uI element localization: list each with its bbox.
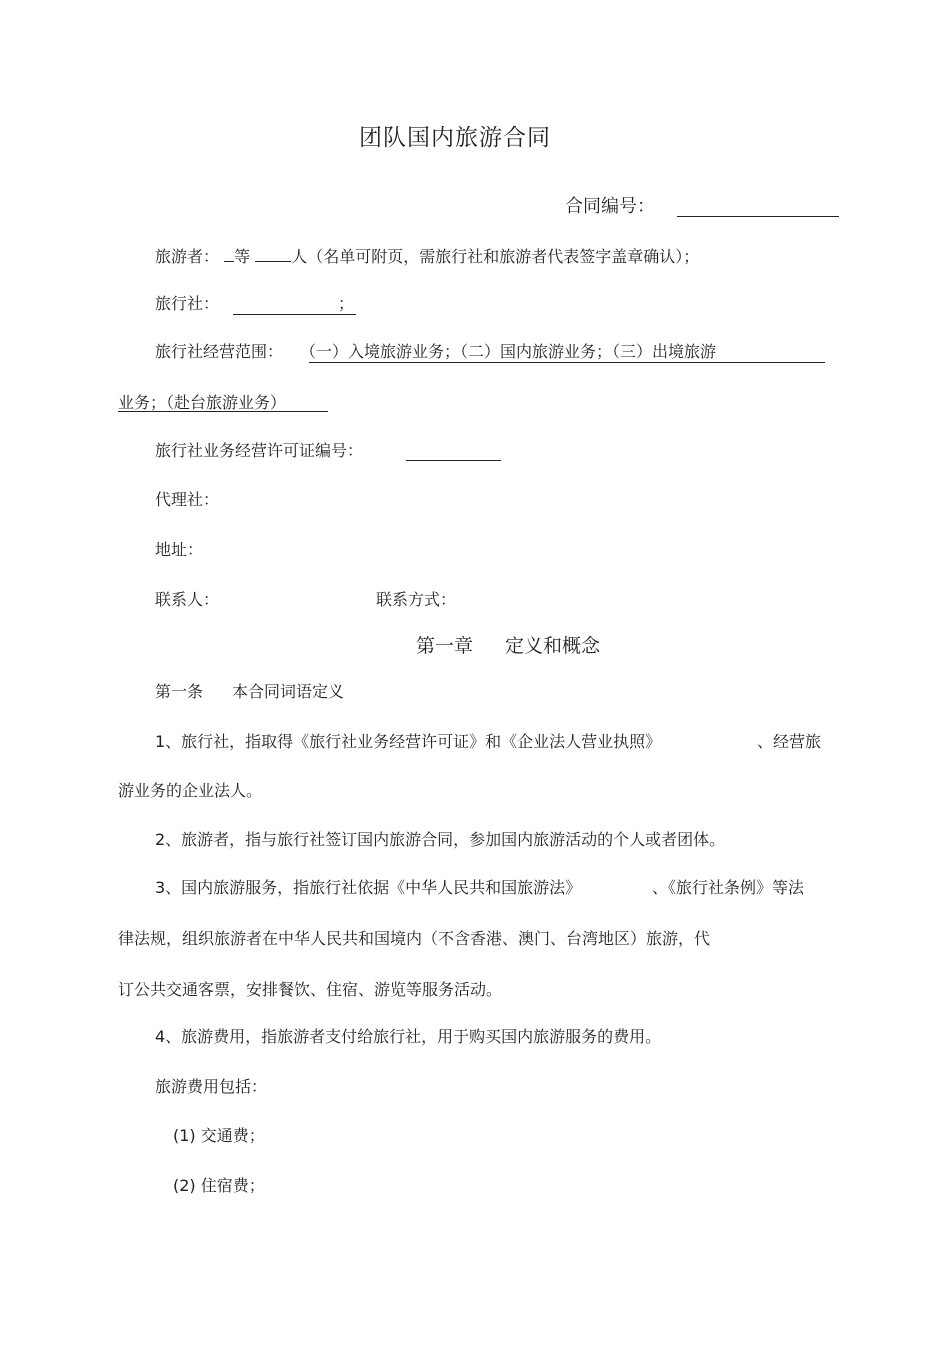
fee-item: (1) 交通费； — [173, 1126, 265, 1145]
agency-blank[interactable] — [233, 314, 356, 315]
traveler-line — [155, 245, 699, 267]
scope-line2: 业务；（赴台旅游业务） — [118, 393, 287, 412]
chapter-number: 第一章 — [416, 635, 474, 657]
traveler-deng: 等 — [234, 247, 251, 266]
traveler-count-blank[interactable] — [255, 245, 291, 262]
scope-line1-underline — [309, 362, 825, 363]
chapter-name: 定义和概念 — [505, 635, 601, 657]
contract-number-label: 合同编号： — [565, 196, 655, 217]
def1-line1a: 1、旅行社，指取得《旅行社业务经营许可证》和《企业法人营业执照》 — [155, 732, 662, 751]
scope-line1: （一）入境旅游业务；（二）国内旅游业务；（三）出境旅游 — [300, 342, 717, 361]
def1-line1b: 、经营旅 — [757, 732, 822, 751]
license-blank[interactable] — [406, 460, 501, 461]
traveler-name-blank[interactable] — [224, 245, 234, 262]
def3-line1b: 、《旅行社条例》等法 — [652, 878, 805, 897]
fee-item: (2) 住宿费； — [173, 1176, 265, 1195]
def2: 2、旅游者，指与旅行社签订国内旅游合同，参加国内旅游活动的个人或者团体。 — [155, 830, 726, 849]
proxy-label: 代理社： — [155, 490, 220, 509]
contract-number-blank[interactable] — [677, 216, 839, 217]
def4: 4、旅游费用，指旅游者支付给旅行社，用于购买国内旅游服务的费用。 — [155, 1027, 662, 1046]
license-label: 旅行社业务经营许可证编号： — [155, 441, 364, 460]
agency-suffix: ； — [338, 294, 355, 313]
agency-label: 旅行社： — [155, 294, 220, 313]
article-name: 本合同词语定义 — [232, 682, 345, 701]
def3-line3: 订公共交通客票，安排餐饮、住宿、游览等服务活动。 — [118, 980, 503, 999]
document-title: 团队国内旅游合同 — [359, 125, 551, 151]
traveler-ren: 人（名单可附页，需旅行社和旅游者代表签字盖章确认）； — [291, 247, 700, 266]
contact-person-label: 联系人： — [155, 590, 220, 609]
scope-line2-underline — [118, 411, 328, 412]
fee-includes-label: 旅游费用包括： — [155, 1077, 268, 1096]
def3-line1a: 3、国内旅游服务，指旅行社依据《中华人民共和国旅游法》 — [155, 878, 582, 897]
article-number: 第一条 — [155, 682, 204, 701]
traveler-label: 旅游者： — [155, 247, 220, 266]
def1-line2: 游业务的企业法人。 — [118, 781, 263, 800]
def3-line2: 律法规，组织旅游者在中华人民共和国境内（不含香港、澳门、台湾地区）旅游，代 — [118, 929, 711, 948]
contact-method-label: 联系方式： — [376, 590, 457, 609]
scope-label: 旅行社经营范围： — [155, 342, 284, 361]
address-label: 地址： — [155, 540, 204, 559]
